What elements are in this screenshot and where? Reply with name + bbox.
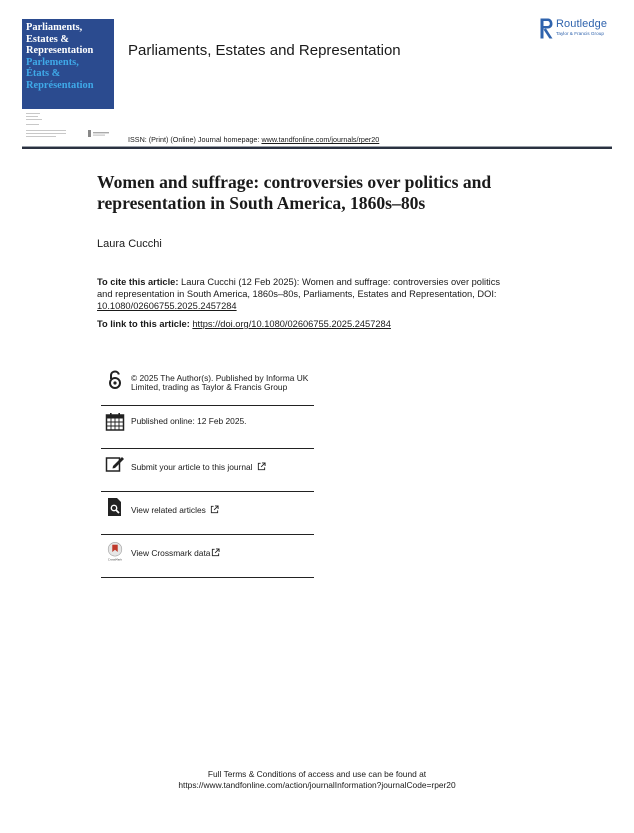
related-articles-row[interactable] [101, 492, 314, 535]
crossmark-row[interactable] [101, 535, 314, 578]
cover-subtitle: Parlements, États & Représentation [26, 56, 94, 91]
issn-line [128, 135, 379, 144]
related-articles-link[interactable]: View related articles [131, 505, 316, 515]
cover-line [26, 124, 39, 125]
published-date-text: Published online: 12 Feb 2025. [131, 416, 247, 426]
external-link-icon [210, 505, 219, 514]
cover-footer-graphic [22, 109, 114, 144]
cover-line [26, 113, 40, 114]
external-link-icon [257, 462, 266, 471]
footer-terms-text: Full Terms & Conditions of access and use can be found at [207, 769, 427, 779]
submit-article-link[interactable]: Submit your article to this journal [131, 462, 316, 472]
journal-homepage-link[interactable]: www.tandfonline.com/journals/rper20 [261, 135, 380, 144]
header-divider-thick [22, 147, 612, 149]
article-author: Laura Cucchi [97, 238, 162, 250]
journal-cover [22, 19, 114, 144]
cite-doi-link[interactable]: 10.1080/02606755.2025.2457284 [97, 301, 237, 312]
cite-text: Laura Cucchi (12 Feb 2025): Women and suffrage: controversies over politics and representation in South America, 1860s–80s, Parliaments, Estates and Representation, DOI: [97, 277, 501, 300]
routledge-subline: Taylor & Francis Group [556, 31, 604, 36]
routledge-r-icon [540, 18, 553, 39]
routledge-wordmark: Routledge [556, 18, 608, 30]
edit-icon [105, 454, 125, 474]
routledge-logo [540, 17, 616, 41]
cover-line [26, 116, 38, 117]
open-access-icon [105, 370, 125, 390]
calendar-icon [105, 412, 125, 432]
document-search-icon [105, 497, 125, 517]
published-row [101, 406, 314, 449]
cover-line [26, 119, 42, 120]
link-label: To link to this article: [97, 319, 193, 329]
open-access-row [101, 366, 314, 406]
footer [0, 769, 634, 791]
footer-terms-link[interactable]: https://www.tandfonline.com/action/journalInformation?journalCode=rper20 [178, 780, 456, 790]
external-link-icon [211, 548, 220, 557]
crossmark-icon [105, 542, 125, 562]
cite-label: To cite this article: [97, 277, 179, 287]
submit-article-row[interactable] [101, 449, 314, 492]
article-title: Women and suffrage: controversies over politics and representation in South America, 1860s–80s [97, 172, 492, 213]
crossmark-logo-text: CrossMark [107, 557, 123, 562]
issn-label: ISSN: (Print) (Online) Journal homepage: [128, 135, 262, 144]
cover-publisher-logo-icon [88, 130, 110, 138]
article-link-line [97, 319, 391, 329]
cover-line [26, 130, 66, 131]
cover-line [26, 136, 56, 137]
cover-banner [22, 19, 114, 109]
article-doi-link[interactable]: https://doi.org/10.1080/02606755.2025.2457284 [192, 319, 391, 329]
open-access-text: © 2025 The Author(s). Published by Informa UK Limited, trading as Taylor & Francis Group [131, 373, 309, 393]
crossmark-link[interactable]: View Crossmark data [131, 548, 316, 558]
cover-line [26, 133, 66, 134]
cover-title: Parliaments, Estates & Representation [26, 22, 94, 57]
journal-name: Parliaments, Estates and Representation [128, 42, 401, 59]
citation-block [97, 276, 517, 313]
